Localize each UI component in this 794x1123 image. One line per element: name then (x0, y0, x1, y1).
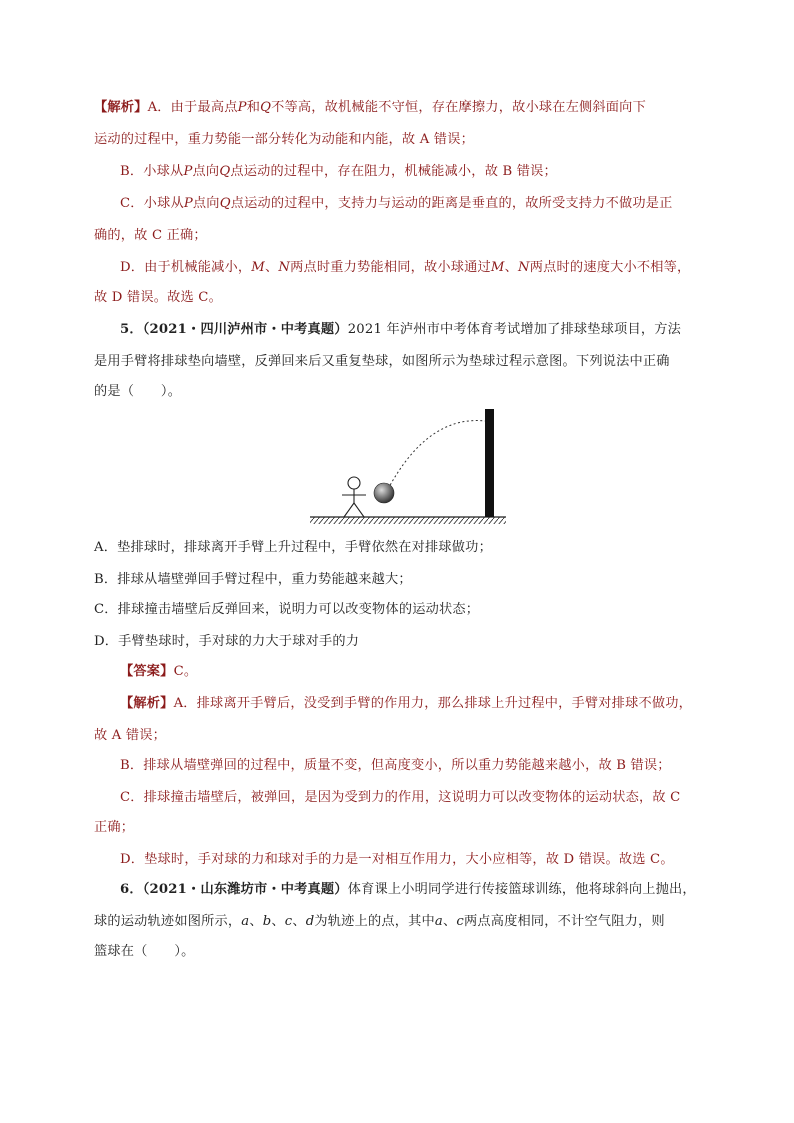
var-n: N (278, 260, 291, 275)
question-number: 6． (120, 882, 143, 897)
q6-stem-3 (94, 942, 704, 962)
answer-value: C。 (173, 664, 198, 679)
q5-option-a (94, 538, 704, 558)
answer-tag: 【答案】 (120, 664, 174, 679)
var-q: Q (219, 164, 231, 179)
var-a: a (434, 914, 443, 929)
var-d: d (305, 914, 315, 929)
text: 、 (504, 260, 519, 275)
text: 篮球在（ ）。 (94, 944, 195, 959)
text: 故 A 错误； (94, 728, 167, 743)
q6-stem-2 (94, 912, 704, 932)
q5-answer (120, 662, 730, 682)
var-a: a (241, 914, 250, 929)
q5-stem-3 (94, 382, 704, 402)
text: 体育课上小明同学进行传接篮球训练，他将球斜向上抛出， (347, 882, 696, 897)
trajectory-path (388, 421, 485, 489)
text: 球的运动轨迹如图所示， (94, 914, 242, 929)
var-p: P (237, 100, 247, 115)
analysis-tag: 【解析】 (94, 100, 148, 115)
text: B．排球从墙壁弹回的过程中，质量不变，但高度变小，所以重力势能越来越小，故 B 错误； (120, 758, 671, 773)
text: B．小球从 (120, 164, 184, 179)
q5-analysis-a-cont (94, 726, 704, 746)
q4-analysis-line-2 (94, 130, 704, 150)
text: 、 (264, 260, 279, 275)
text: A．由于最高点 (147, 100, 238, 115)
question-source: （2021・山东潍坊市・中考真题） (142, 882, 348, 897)
text: 2021 年泸州市中考体育考试增加了排球垫球项目，方法 (347, 322, 681, 337)
q5-analysis-a (120, 694, 730, 714)
text: 不等高，故机械能不守恒，存在摩擦力，故小球在左侧斜面向下 (271, 100, 646, 115)
text: 确的，故 C 正确； (94, 228, 207, 243)
var-q: Q (260, 100, 272, 115)
q4-analysis-c (120, 194, 730, 214)
volleyball (374, 483, 394, 503)
q5-analysis-c (120, 788, 730, 808)
q6-stem-1 (120, 880, 730, 900)
ground-hatch (310, 517, 506, 524)
text: 、 (249, 914, 263, 929)
text: 运动的过程中，重力势能一部分转化为动能和内能，故 A 错误； (94, 132, 474, 147)
var-p: P (183, 196, 193, 211)
text: 正确； (94, 820, 135, 835)
text: 点运动的过程中，支持力与运动的距离是垂直的，故所受支持力不做功是正 (230, 196, 673, 211)
var-q: Q (219, 196, 231, 211)
person-figure (342, 477, 366, 517)
text: 、 (271, 914, 285, 929)
var-m: M (490, 260, 505, 275)
text: 点向 (192, 196, 220, 211)
question-number: 5． (120, 322, 143, 337)
text: D．由于机械能减小， (120, 260, 252, 275)
text: 的是（ ）。 (94, 384, 182, 399)
analysis-tag: 【解析】 (120, 696, 174, 711)
var-c: c (284, 914, 293, 929)
var-m: M (251, 260, 265, 275)
q5-stem-1 (120, 320, 730, 340)
text: 、 (292, 914, 306, 929)
text: B．排球从墙壁弹回手臂过程中，重力势能越来越大； (94, 572, 412, 587)
text: 故 D 错误。故选 C。 (94, 290, 222, 305)
q5-analysis-b (120, 756, 730, 776)
q5-analysis-c-cont (94, 818, 704, 838)
text: 和 (246, 100, 261, 115)
text: 点向 (192, 164, 220, 179)
text: 是用手臂将排球垫向墙壁，反弹回来后又重复垫球，如图所示为垫球过程示意图。下列说法中正确 (94, 354, 670, 369)
text: 两点时重力势能相同，故小球通过 (290, 260, 491, 275)
text: 两点时的速度大小不相等， (529, 260, 691, 275)
text: C．排球撞击墙壁后，被弹回，是因为受到力的作用，这说明力可以改变物体的运动状态，故 C (120, 790, 681, 805)
q5-option-c (94, 600, 704, 620)
q5-option-d (94, 632, 704, 652)
volleyball-diagram (308, 405, 508, 529)
text: C．排球撞击墙壁后反弹回来，说明力可以改变物体的运动状态； (94, 602, 480, 617)
var-c: c (456, 914, 464, 929)
q4-analysis-b (120, 162, 730, 182)
var-n: N (518, 260, 530, 275)
q4-analysis-d (120, 258, 730, 278)
text: C．小球从 (120, 196, 184, 211)
text: A．排球离开手臂后，没受到手臂的作用力，那么排球上升过程中，手臂对排球不做功， (173, 696, 693, 711)
q4-analysis-line-1 (94, 98, 704, 118)
text: A．垫排球时，排球离开手臂上升过程中，手臂依然在对排球做功； (94, 540, 492, 555)
q4-analysis-d-cont (94, 288, 704, 308)
q4-analysis-c-cont (94, 226, 704, 246)
wall (485, 409, 494, 517)
text: 、 (442, 914, 457, 929)
var-p: P (183, 164, 193, 179)
q5-analysis-d (120, 850, 730, 870)
text: 为轨迹上的点，其中 (314, 914, 435, 929)
question-source: （2021・四川泸州市・中考真题） (142, 322, 348, 337)
q5-stem-2 (94, 352, 704, 372)
text: 两点高度相同，不计空气阻力，则 (463, 914, 665, 929)
text: D．垫球时，手对球的力和球对手的力是一对相互作用力，大小应相等，故 D 错误。故选 C。 (120, 852, 674, 867)
text: D．手臂垫球时，手对球的力大于球对手的力 (94, 634, 360, 649)
var-b: b (262, 914, 272, 929)
q5-option-b (94, 570, 704, 590)
text: 点运动的过程中，存在阻力，机械能减小，故 B 错误； (230, 164, 557, 179)
